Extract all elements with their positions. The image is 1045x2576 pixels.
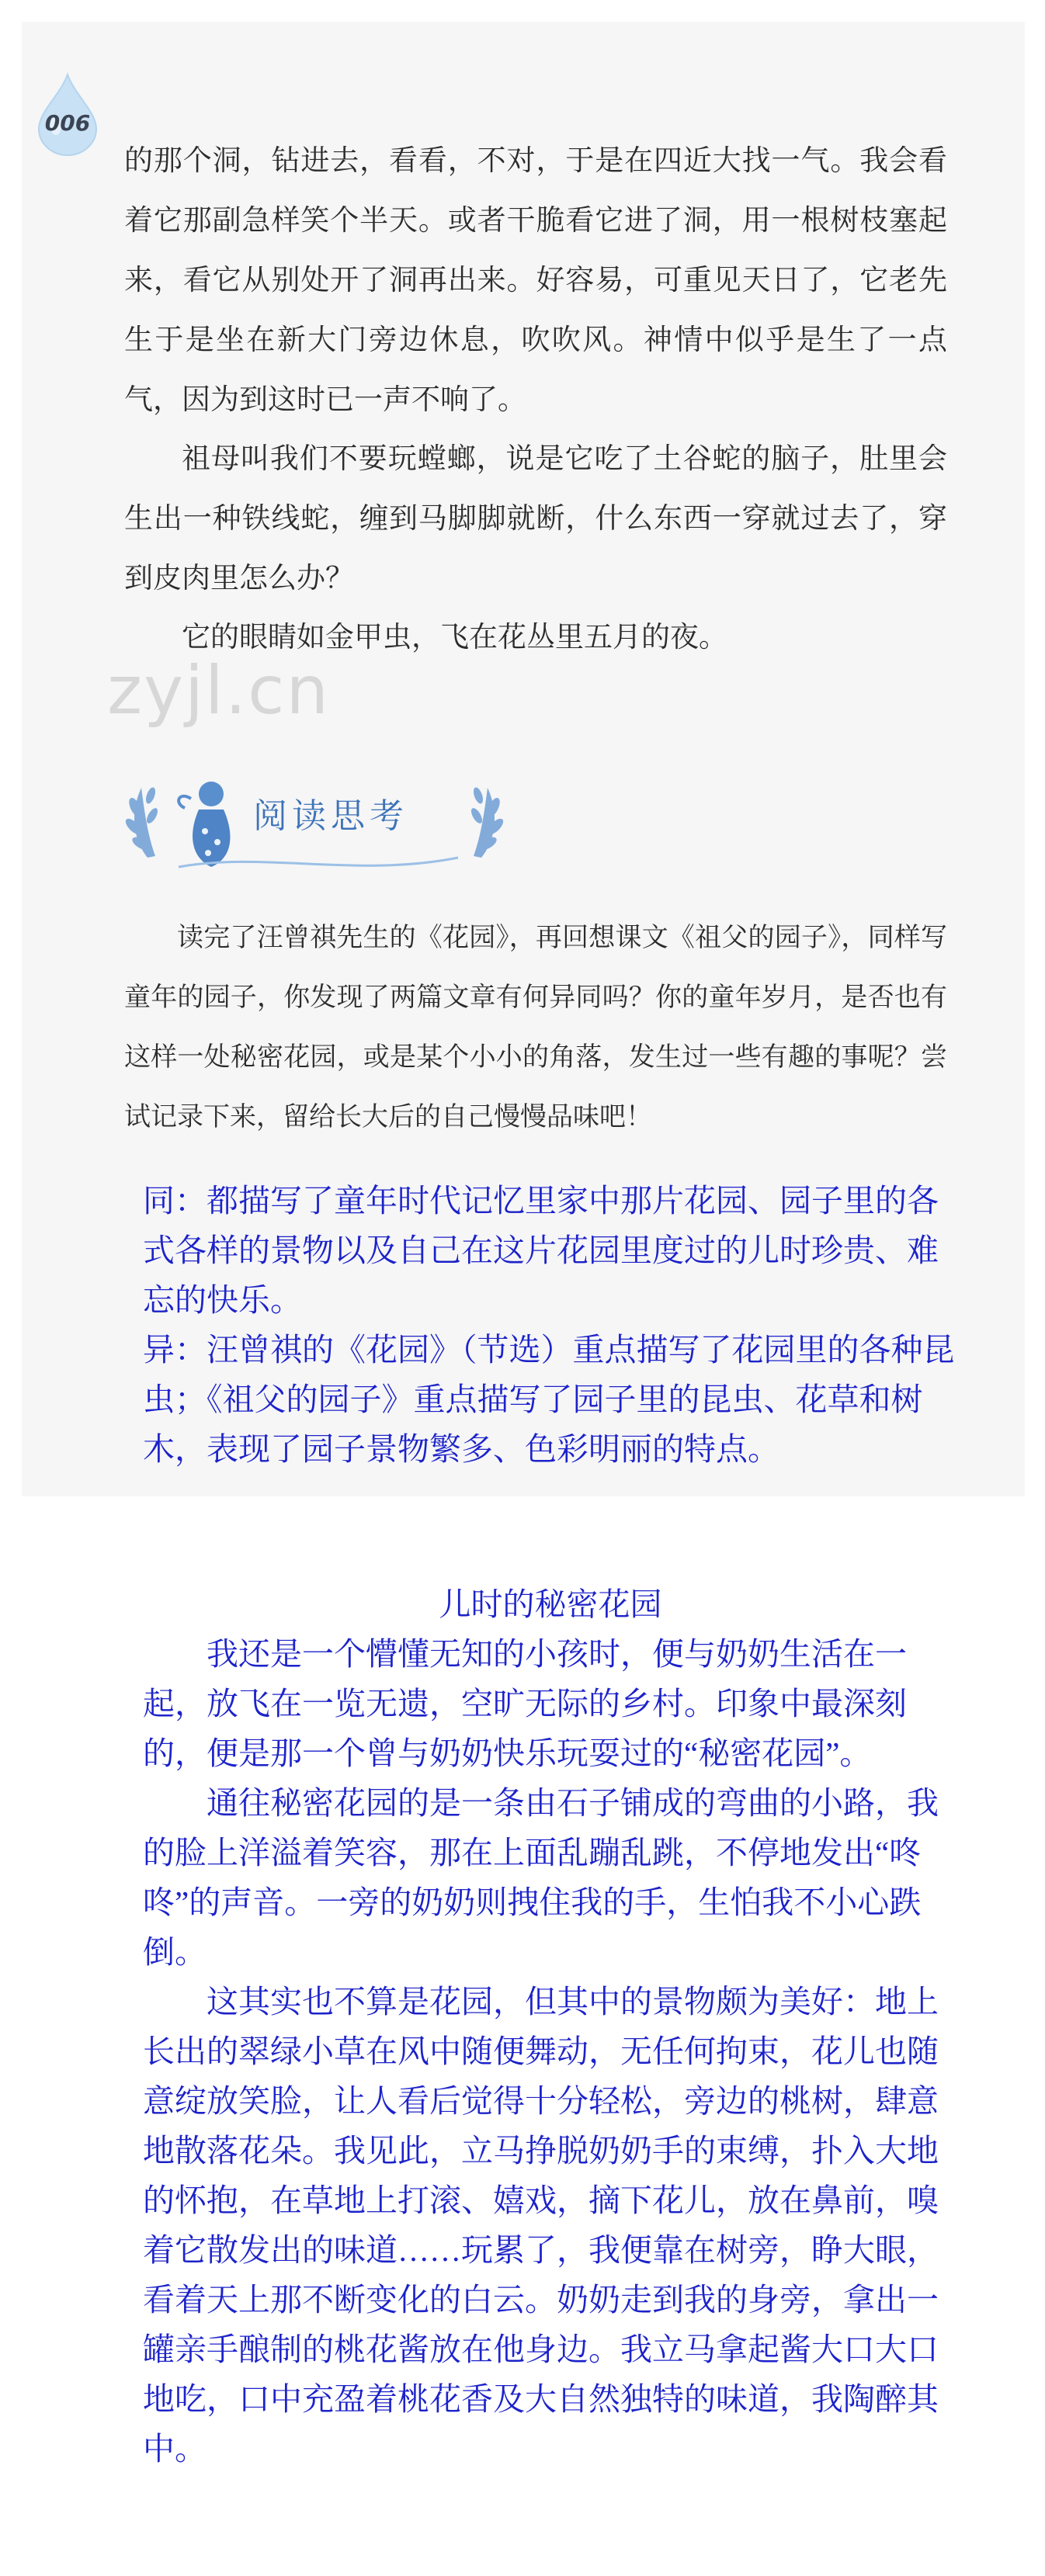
page-number: 006 [44, 110, 91, 136]
essay-paragraph: 我还是一个懵懂无知的小孩时，便与奶奶生活在一起，放飞在一览无遗，空旷无际的乡村。印象中最深刻的，便是那一个曾与奶奶快乐玩耍过的“秘密花园”。 [143, 1636, 907, 1771]
page-number-badge [34, 71, 101, 157]
section-title: 阅读思考 [253, 796, 408, 836]
essay-paragraph: 这其实也不算是花园，但其中的景物颇为美好：地上长出的翠绿小草在风中随便舞动，无任何拘束，花儿也随意绽放笑脸，让人看后觉得十分轻松，旁边的桃树，肆意地散落花朵。我见此，立马挣脱奶奶手的束缚，扑入大地的怀抱，在草地上打滚、嬉戏，摘下花儿，放在鼻前，嗅着它散发出的味道……玩累了，我便靠在树旁，睁大眼，看着天上那不断变化的白云。奶奶走到我的身旁，拿出一罐亲手酿制的桃花酱放在他身边。我立马拿起酱大口大口地吃，口中充盈着桃花香及大自然独特的味道，我陶醉其中。 [143, 1984, 939, 2467]
essay-title: 儿时的秘密花园 [439, 1586, 662, 1622]
watermark: zyjl.cn [107, 652, 330, 730]
answer-similarity: 同：都描写了童年时代记忆里家中那片花园、园子里的各式各样的景物以及自己在这片花园里度过的儿时珍贵、难忘的快乐。 [143, 1183, 939, 1318]
question-text: 读完了汪曾祺先生的《花园》，再回想课文《祖父的园子》，同样写童年的园子，你发现了两篇文章有何异同吗？你的童年岁月，是否也有这样一处秘密花园，或是某个小小的角落，发生过一些有趣的事呢？尝试记录下来，留给长大后的自己慢慢品味吧！ [124, 922, 947, 1132]
excerpt-text: 祖母叫我们不要玩螳螂，说是它吃了土谷蛇的脑子，肚里会生出一种铁线蛇，缠到马脚脚就断，什么东西一穿就过去了，穿到皮肉里怎么办？ [124, 442, 947, 595]
answer-difference: 异：汪曾祺的《花园》（节选）重点描写了花园里的各种昆虫；《祖父的园子》重点描写了园子里的昆虫、花草和树木，表现了园子景物繁多、色彩明丽的特点。 [143, 1332, 955, 1467]
essay-paragraph: 通往秘密花园的是一条由石子铺成的弯曲的小路，我的脸上洋溢着笑容，那在上面乱蹦乱跳，不停地发出“咚咚”的声音。一旁的奶奶则拽住我的手，生怕我不小心跌倒。 [143, 1785, 939, 1970]
excerpt-text: 它的眼睛如金甲虫，飞在花丛里五月的夜。 [182, 620, 727, 654]
handwritten-answer [143, 1176, 958, 1474]
excerpt-paragraph [124, 428, 947, 608]
reading-question [124, 908, 947, 1147]
girl-figure-icon [179, 782, 230, 867]
section-header [124, 764, 505, 881]
excerpt-paragraph [124, 130, 947, 429]
essay-body [143, 1629, 958, 2474]
excerpt-text: 的那个洞，钻进去，看看，不对，于是在四近大找一气。我会看着它那副急样笑个半天。或者干脆看它进了洞，用一根树枝塞起来，看它从别处开了洞再出来。好容易，可重见天日了，它老先生于是坐在新大门旁边休息，吹吹风。神情中似乎是生了一点气，因为到这时已一声不响了。 [124, 144, 947, 416]
